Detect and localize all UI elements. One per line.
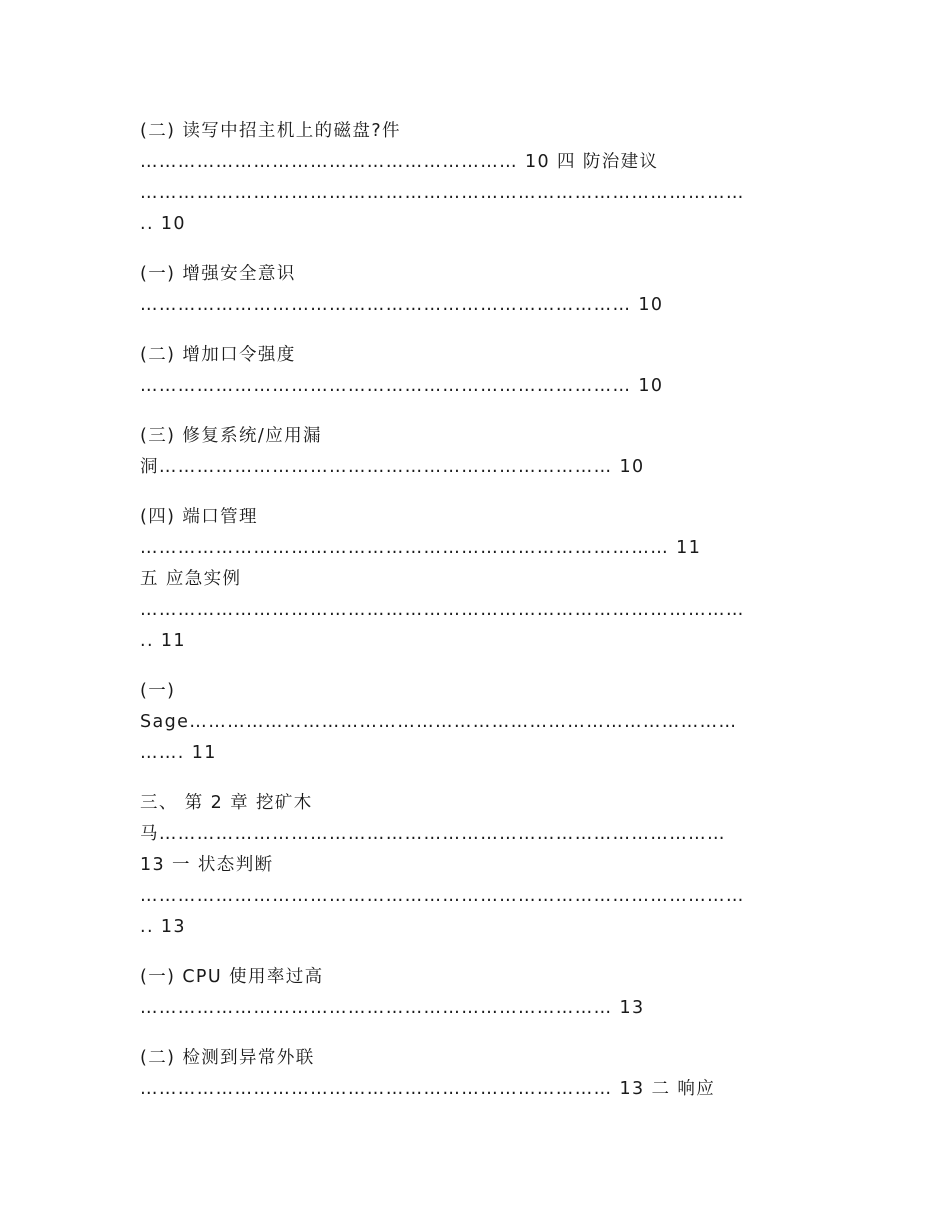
toc-line: (二) 读写中招主机上的磁盘?件 [140, 121, 401, 141]
toc-line: …………………………………………………………………………………… [140, 886, 745, 906]
toc-line: (二) 增加口令强度 [140, 345, 296, 365]
toc-line: .. 11 [140, 631, 186, 651]
toc-line: ………………………………………………………………… 13 [140, 998, 645, 1018]
toc-entry [140, 962, 810, 1024]
toc-line: Sage…………………………………………………………………………… [140, 712, 738, 732]
toc-line: 洞……………………………………………………………… 10 [140, 457, 645, 477]
toc-line: (二) 检测到异常外联 [140, 1048, 315, 1068]
toc-entry [140, 502, 810, 657]
toc-entry [140, 340, 810, 402]
toc-line: (一) [140, 681, 176, 701]
toc-line: ……. 11 [140, 743, 217, 763]
toc-entry [140, 421, 810, 483]
toc-line: (一) 增强安全意识 [140, 264, 296, 284]
toc-line: 三、 第 2 章 挖矿木 [140, 793, 313, 813]
toc-entry [140, 1043, 810, 1105]
toc-line: .. 10 [140, 214, 186, 234]
toc-line: .. 13 [140, 917, 186, 937]
toc-line: ………………………………………………………………………… 11 [140, 538, 702, 558]
toc-line: (四) 端口管理 [140, 507, 258, 527]
table-of-contents [140, 116, 810, 1124]
toc-entry [140, 788, 810, 943]
toc-entry [140, 116, 810, 240]
toc-line: …………………………………………………………………………………… [140, 183, 745, 203]
toc-line: …………………………………………………………………… 10 [140, 295, 664, 315]
toc-entry [140, 676, 810, 769]
toc-line: ………………………………………………………………… 13 二 响应 [140, 1079, 716, 1099]
toc-line: …………………………………………………………………… 10 [140, 376, 664, 396]
toc-entry [140, 259, 810, 321]
toc-line: 马……………………………………………………………………………… [140, 824, 726, 844]
toc-line: 13 一 状态判断 [140, 855, 274, 875]
toc-line: …………………………………………………… 10 四 防治建议 [140, 152, 659, 172]
toc-line: (三) 修复系统/应用漏 [140, 426, 322, 446]
toc-line: (一) CPU 使用率过高 [140, 967, 324, 987]
toc-line: …………………………………………………………………………………… [140, 600, 745, 620]
toc-line: 五 应急实例 [140, 569, 242, 589]
